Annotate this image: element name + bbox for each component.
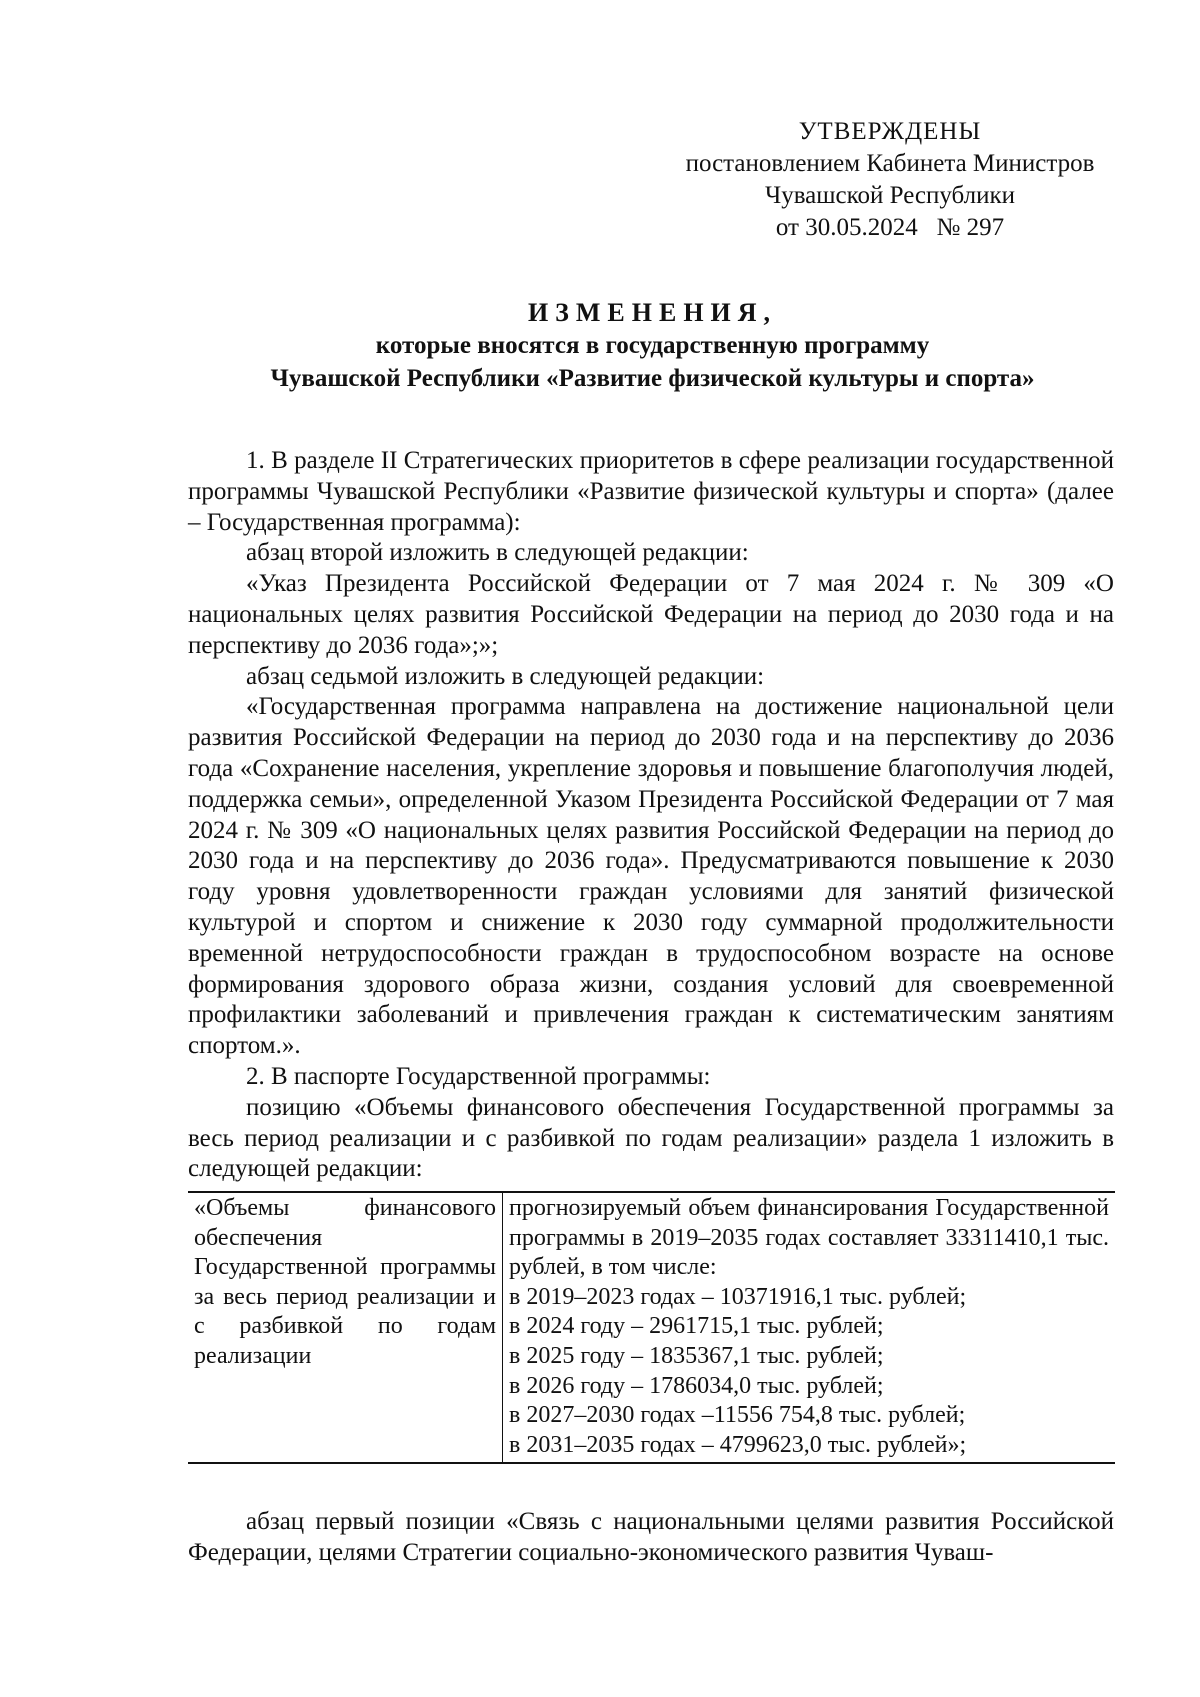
paragraph: 1. В разделе II Стратегических приоритетов в сфере реализации государственной программы Чувашской Республики «Развитие физической культуры и спорта» (далее – Государственная программа): xyxy=(188,447,1114,536)
table-cell-position: «Объемы финансового обеспечения Государственной программы за весь период реализации и с разбивкой по годам реализации xyxy=(188,1192,503,1463)
financing-line: в 2026 году – 1786034,0 тыс. рублей; xyxy=(509,1372,884,1399)
financing-intro: прогнозируемый объем финансирования Государственной программы в 2019–2035 годах составляет 33311410,1 тыс. рублей, в том числе: xyxy=(509,1195,1109,1281)
heading-subtitle-line2: Чувашской Республики «Развитие физической культуры и спорта» xyxy=(270,365,1035,392)
financing-table-wrapper xyxy=(188,1191,1115,1464)
financing-line: в 2019–2023 годах – 10371916,1 тыс. рублей; xyxy=(509,1283,967,1310)
financing-line: в 2024 году – 2961715,1 тыс. рублей; xyxy=(509,1313,884,1340)
document-heading xyxy=(190,296,1115,395)
document-body xyxy=(188,446,1114,1185)
table-cell-amounts xyxy=(503,1192,1116,1463)
financing-line: в 2031–2035 годах – 4799623,0 тыс. рублей»; xyxy=(509,1431,967,1458)
paragraph: позицию «Объемы финансового обеспечения Государственной программы за весь период реализации и с разбивкой по годам реализации» раздела 1 изложить в следующей редакции: xyxy=(188,1093,1114,1183)
paragraph: абзац первый позиции «Связь с национальными целями развития Российской Федерации, целями Стратегии социально-экономического развития Чуваш- xyxy=(188,1508,1114,1566)
approval-title: УТВЕРЖДЕНЫ xyxy=(798,118,982,145)
financing-table xyxy=(188,1191,1115,1464)
financing-line: в 2025 году – 1835367,1 тыс. рублей; xyxy=(509,1342,884,1369)
approval-stamp xyxy=(660,116,1120,244)
paragraph: «Государственная программа направлена на достижение национальной цели развития Российской Федерации на период до 2030 года и на перспективу до 2036 года «Сохранение населения, укрепление здоровья и повышение благополучия людей, поддержка семьи», определенной Указом Президента Российской Федерации от 7 мая 2024 г. № 309 «О национальных целях развития Российской Федерации на период до 2030 года и на перспективу до 2036 года». Предусматриваются повышение к 2030 году уровня удовлетворенности граждан условиями для занятий физической культурой и спортом и снижение к 2030 году суммарной продолжительности временной нетрудоспособности граждан в трудоспособном возрасте на основе формирования здорового образа жизни, создания условий для своевременной профилактики заболеваний и привлечения граждан к систематическим занятиям спортом.». xyxy=(188,693,1114,1060)
approval-date-number: от 30.05.2024 № 297 xyxy=(775,214,1005,241)
paragraph: 2. В паспорте Государственной программы: xyxy=(246,1062,711,1090)
document-continuation xyxy=(188,1506,1114,1568)
paragraph: абзац второй изложить в следующей редакции: xyxy=(246,539,749,567)
financing-line: в 2027–2030 годах –11556 754,8 тыс. рублей; xyxy=(509,1402,966,1429)
approval-issuer: постановлением Кабинета Министров xyxy=(685,150,1095,177)
approval-republic: Чувашской Республики xyxy=(764,182,1016,209)
table-row xyxy=(188,1192,1115,1463)
paragraph: абзац седьмой изложить в следующей редакции: xyxy=(246,662,765,690)
heading-subtitle-line1: которые вносятся в государственную программу xyxy=(375,332,930,359)
paragraph: «Указ Президента Российской Федерации от 7 мая 2024 г. № 309 «О национальных целях развития Российской Федерации на период до 2030 года и на перспективу до 2036 года»;»; xyxy=(188,570,1114,659)
heading-title: ИЗМЕНЕНИЯ, xyxy=(527,298,778,327)
